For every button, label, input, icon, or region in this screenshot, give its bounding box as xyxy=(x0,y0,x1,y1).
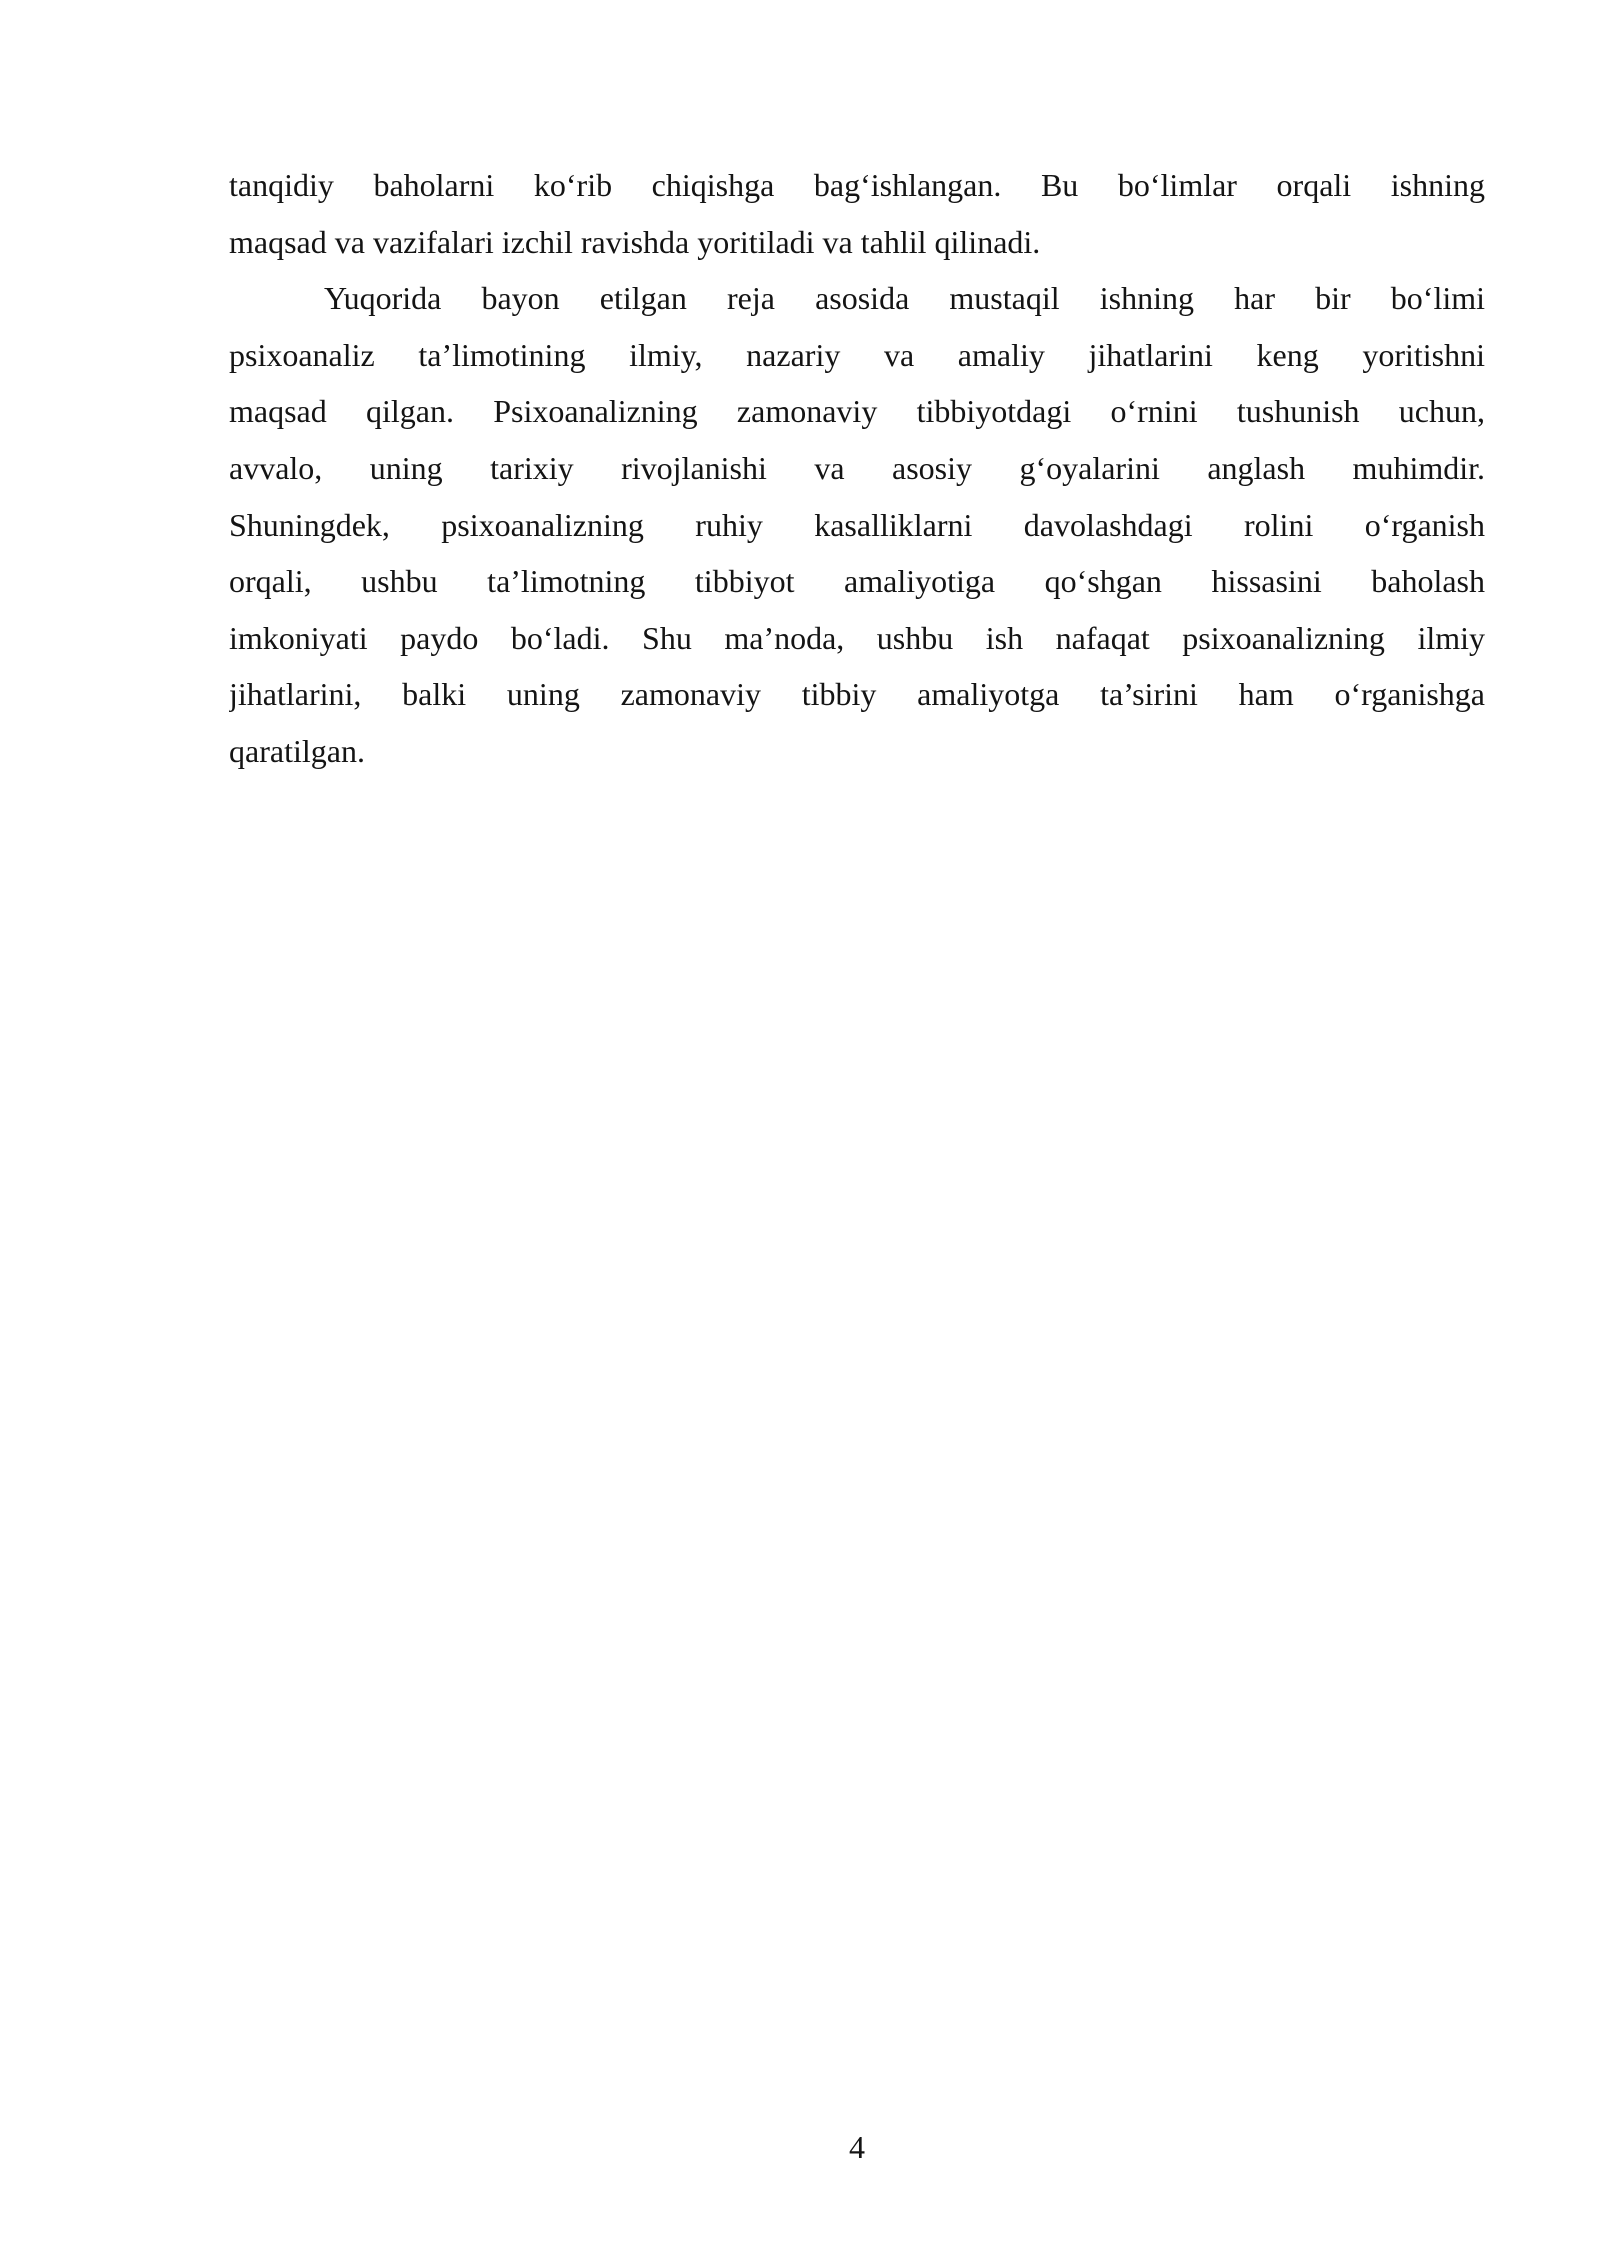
text-line: Yuqorida bayon etilgan reja asosida mustaqil ishning har bir bo‘limi xyxy=(324,280,1485,317)
body-text xyxy=(229,157,1485,780)
text-line: qaratilgan. xyxy=(229,732,365,769)
text-line: orqali, ushbu ta’limotning tibbiyot amaliyotiga qo‘shgan hissasini baholash xyxy=(229,563,1485,600)
text-line: maqsad qilgan. Psixoanalizning zamonaviy tibbiyotdagi o‘rnini tushunish uchun, xyxy=(229,393,1485,430)
text-line: tanqidiy baholarni ko‘rib chiqishga bag‘ishlangan. Bu bo‘limlar orqali ishning xyxy=(229,167,1485,203)
text-line: Shuningdek, psixoanalizning ruhiy kasalliklarni davolashdagi rolini o‘rganish xyxy=(229,506,1485,543)
text-line: maqsad va vazifalari izchil ravishda yoritiladi va tahlil qilinadi. xyxy=(229,223,1041,260)
text-line: imkoniyati paydo bo‘ladi. Shu ma’noda, ushbu ish nafaqat psixoanalizning ilmiy xyxy=(229,619,1485,656)
page-number: 4 xyxy=(849,2129,865,2165)
paragraph-continuation xyxy=(229,157,1485,270)
paragraph-plan-summary xyxy=(229,270,1485,779)
text-line: psixoanaliz ta’limotining ilmiy, nazariy va amaliy jihatlarini keng yoritishni xyxy=(229,336,1485,373)
text-line: avvalo, uning tarixiy rivojlanishi va asosiy g‘oyalarini anglash muhimdir. xyxy=(229,449,1485,486)
text-line: jihatlarini, balki uning zamonaviy tibbiy amaliyotga ta’sirini ham o‘rganishga xyxy=(229,676,1485,713)
